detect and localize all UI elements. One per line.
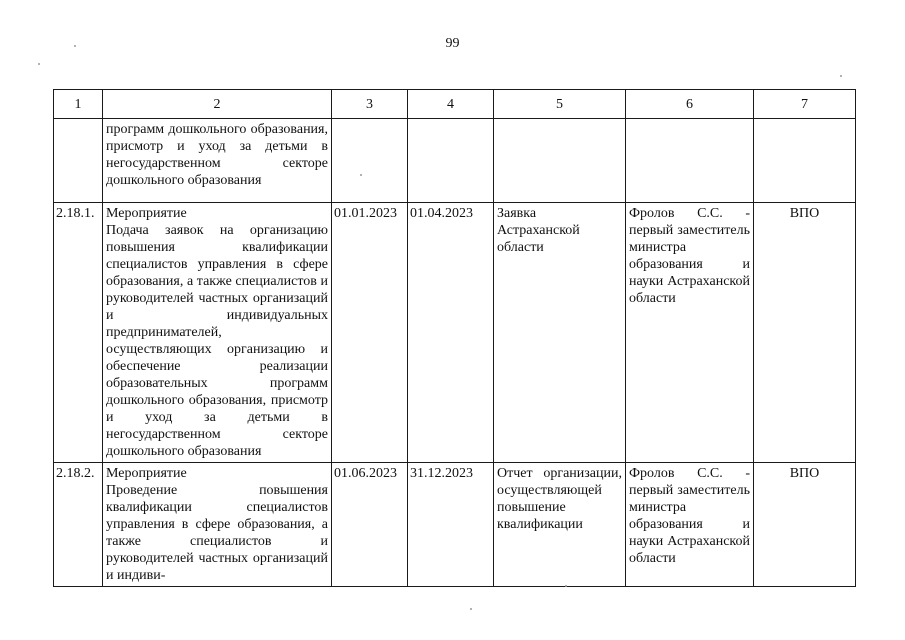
scan-speck <box>470 608 472 610</box>
row-number <box>54 119 103 203</box>
result-cell: Заявка Астраханской области <box>494 203 626 463</box>
start-date <box>332 119 408 203</box>
scan-speck <box>565 585 567 587</box>
scan-speck <box>74 45 76 47</box>
activity-title: Мероприятие <box>106 206 187 221</box>
table-row <box>54 203 856 463</box>
result-cell: Отчет организации, осуществляющей повышение квалификации <box>494 463 626 587</box>
scan-speck <box>360 174 362 176</box>
responsible-cell <box>626 119 754 203</box>
page-number: 99 <box>445 36 460 51</box>
responsible-cell: Фролов С.С. - первый заместитель министра образования и науки Астраханской области <box>626 203 754 463</box>
column-header: 3 <box>332 90 408 119</box>
activity-text: Проведение повышения квалификации специалистов управления в сфере образования, а также специалистов и руководителей частных организаций и индиви- <box>106 483 328 583</box>
column-header: 7 <box>754 90 856 119</box>
end-date <box>408 119 494 203</box>
activity-text: Подача заявок на организацию повышения квалификации специалистов управления в сфере образования, а также специалистов и руководителей частных организаций и индивидуальных предпринимателей, осуществляющих организацию и обеспечение реализации образовательных программ дошкольного образования, присмотр и уход за детьми в негосударственном секторе дошкольного образования <box>106 223 328 459</box>
column-header: 1 <box>54 90 103 119</box>
row-number: 2.18.1. <box>54 203 103 463</box>
activity-cell <box>103 463 332 587</box>
start-date: 01.06.2023 <box>332 463 408 587</box>
table-row <box>54 463 856 587</box>
activity-cell <box>103 203 332 463</box>
column-header: 4 <box>408 90 494 119</box>
source-cell: ВПО <box>754 463 856 587</box>
row-number: 2.18.2. <box>54 463 103 587</box>
table-row <box>54 119 856 203</box>
source-cell: ВПО <box>754 203 856 463</box>
column-header: 5 <box>494 90 626 119</box>
activity-cell <box>103 119 332 203</box>
column-header: 6 <box>626 90 754 119</box>
activity-title: Мероприятие <box>106 466 187 481</box>
scan-speck <box>840 75 842 77</box>
column-header: 2 <box>103 90 332 119</box>
activity-text: программ дошкольного образования, присмотр и уход за детьми в негосударственном секторе дошкольного образования <box>106 122 328 188</box>
plan-table <box>53 89 856 587</box>
source-cell <box>754 119 856 203</box>
end-date: 01.04.2023 <box>408 203 494 463</box>
start-date: 01.01.2023 <box>332 203 408 463</box>
end-date: 31.12.2023 <box>408 463 494 587</box>
header-row <box>54 90 856 119</box>
responsible-cell: Фролов С.С. - первый заместитель министра образования и науки Астраханской области <box>626 463 754 587</box>
result-cell <box>494 119 626 203</box>
scan-speck <box>38 63 40 65</box>
